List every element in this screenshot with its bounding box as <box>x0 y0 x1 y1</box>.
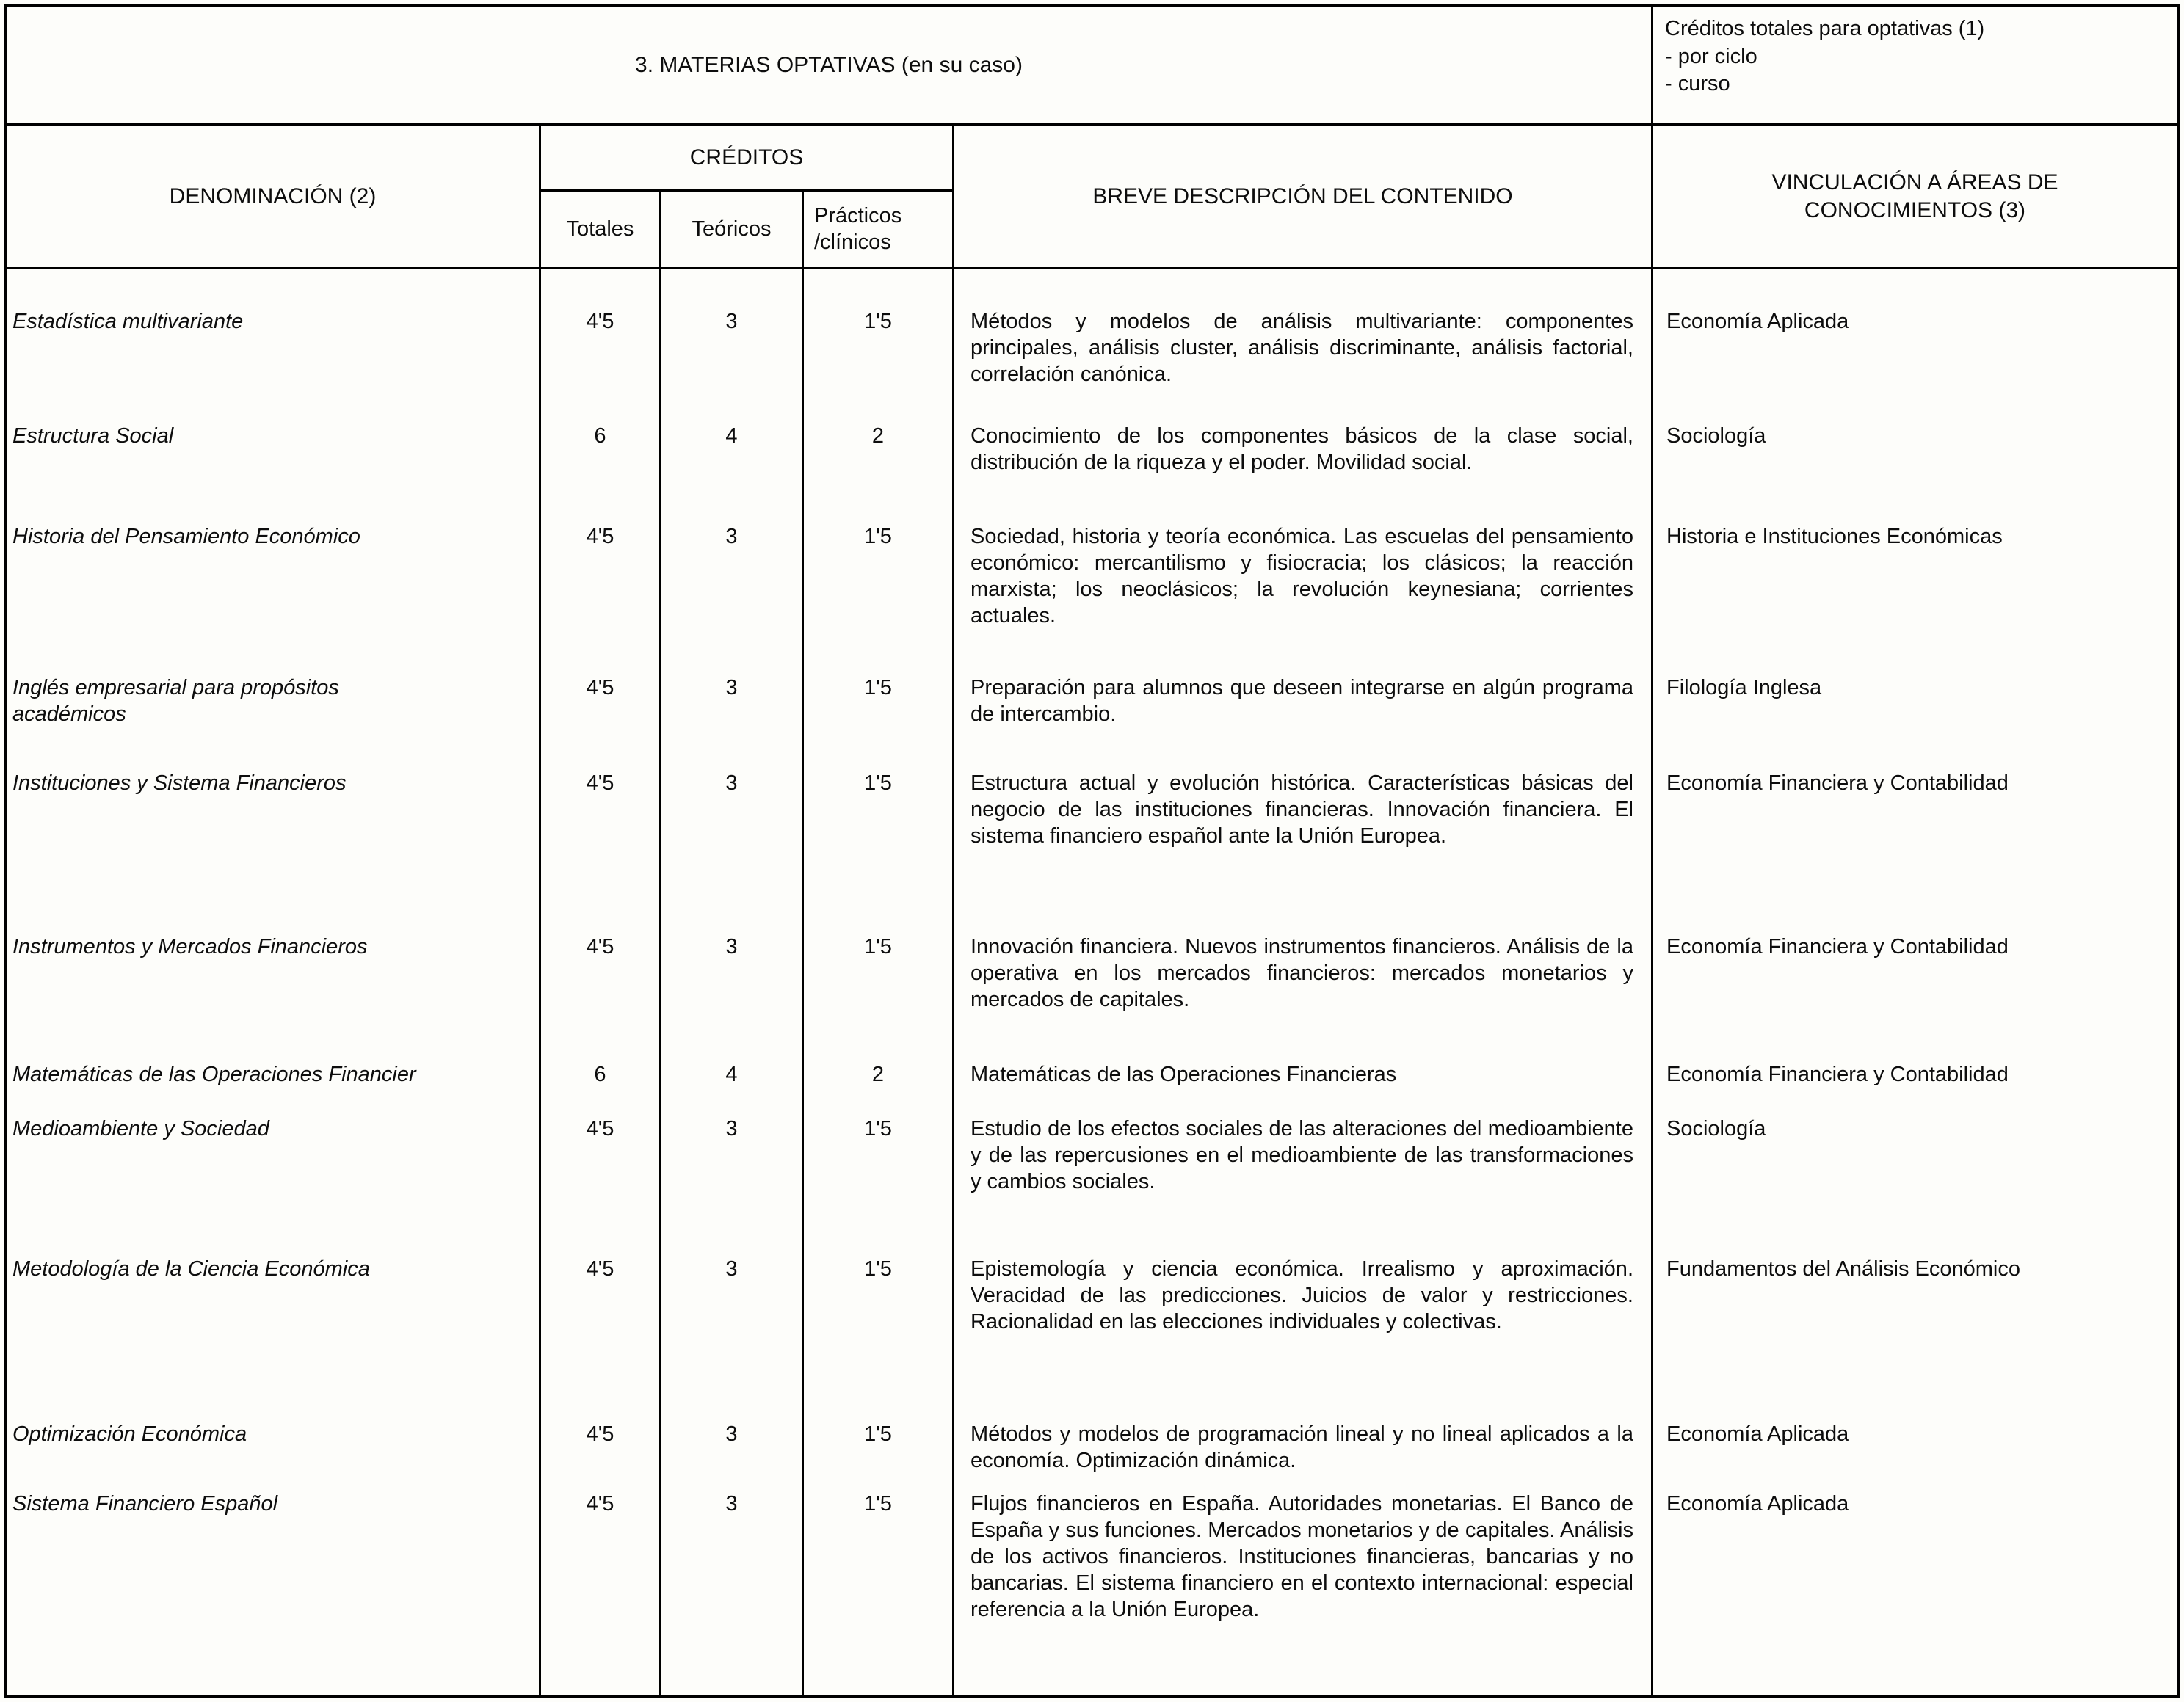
credits-teoricos: 3 <box>661 269 804 423</box>
course-description: Epistemología y ciencia económica. Irrealismo y aproximación. Veracidad de las predicciones. Juicios de valor y restricciones. Racionalidad en las elecciones individuales y colectivas. <box>954 1257 1653 1422</box>
table-row <box>7 934 2177 1062</box>
credits-note-line2: - por ciclo <box>1665 44 1757 68</box>
table-body <box>7 269 2177 1698</box>
table-row <box>7 675 2177 771</box>
creditos-subheaders <box>541 192 952 267</box>
credits-teoricos: 3 <box>661 1116 804 1257</box>
credits-totales: 6 <box>541 1062 661 1116</box>
credits-teoricos: 3 <box>661 675 804 771</box>
course-area: Sociología <box>1666 424 1766 448</box>
credits-totales: 4'5 <box>541 675 661 771</box>
column-header-totales: Totales <box>541 192 661 267</box>
credits-note-line3: - curso <box>1665 72 1730 96</box>
section-title: 3. MATERIAS OPTATIVAS (en su caso) <box>7 7 1653 123</box>
column-group-creditos <box>541 126 954 267</box>
table-row <box>7 771 2177 934</box>
course-area: Historia e Instituciones Económicas <box>1666 525 2003 548</box>
credits-note-line1: Créditos totales para optativas (1) <box>1665 17 1985 40</box>
course-area: Economía Aplicada <box>1666 310 1849 333</box>
column-header-vinculacion-text: VINCULACIÓN A ÁREAS DE CONOCIMIENTOS (3) <box>1771 170 2058 222</box>
credits-practicos: 1'5 <box>804 771 954 934</box>
credits-totales: 4'5 <box>541 1491 661 1698</box>
table-row <box>7 1116 2177 1257</box>
credits-totales: 4'5 <box>541 771 661 934</box>
credits-teoricos: 3 <box>661 771 804 934</box>
table-row <box>7 524 2177 675</box>
credits-practicos: 1'5 <box>804 1491 954 1698</box>
table-row <box>7 1422 2177 1491</box>
course-description: Innovación financiera. Nuevos instrumentos financieros. Análisis de la operativa en los mercados financieros: mercados monetarios y mercados de capitales. <box>954 934 1653 1062</box>
credits-totales: 4'5 <box>541 1257 661 1422</box>
credits-practicos: 1'5 <box>804 1422 954 1491</box>
credits-totales: 4'5 <box>541 1422 661 1491</box>
table-row <box>7 1491 2177 1698</box>
credits-totales: 4'5 <box>541 269 661 423</box>
course-area: Fundamentos del Análisis Económico <box>1666 1257 2020 1281</box>
column-header-teoricos: Teóricos <box>661 192 804 267</box>
course-area: Economía Financiera y Contabilidad <box>1666 1063 2009 1086</box>
column-header-practicos <box>804 192 952 267</box>
course-description: Estructura actual y evolución histórica. Características básicas del negocio de las instituciones financieras. Innovación financiera. El sistema financiero español ante la Unión Europea. <box>954 771 1653 934</box>
course-description: Flujos financieros en España. Autoridades monetarias. El Banco de España y sus funciones. Mercados monetarios y de capitales. Análisis de los activos financieros. Instituciones financieras, bancarias y no bancarias. El sistema financiero en el contexto internacional: especial referencia a la Unión Europea. <box>954 1491 1653 1698</box>
course-area: Economía Aplicada <box>1666 1422 1849 1446</box>
course-name: Instituciones y Sistema Financieros <box>7 771 541 934</box>
credits-totales: 4'5 <box>541 1116 661 1257</box>
course-description: Preparación para alumnos que deseen integrarse en algún programa de intercambio. <box>954 675 1653 771</box>
course-name: Matemáticas de las Operaciones Financier <box>7 1062 541 1116</box>
credits-practicos: 2 <box>804 1062 954 1116</box>
credits-practicos: 1'5 <box>804 934 954 1062</box>
table-row <box>7 1062 2177 1116</box>
credits-teoricos: 4 <box>661 423 804 524</box>
credits-practicos: 2 <box>804 423 954 524</box>
table-row <box>7 269 2177 423</box>
course-name: Estadística multivariante <box>7 269 541 423</box>
credits-practicos: 1'5 <box>804 1116 954 1257</box>
table-row <box>7 423 2177 524</box>
credits-total-note <box>1653 7 2177 123</box>
course-description: Métodos y modelos de análisis multivariante: componentes principales, análisis cluster, análisis discriminante, análisis factorial, correlación canónica. <box>954 269 1653 423</box>
course-name: Metodología de la Ciencia Económica <box>7 1257 541 1422</box>
course-area: Economía Financiera y Contabilidad <box>1666 935 2009 959</box>
course-area: Economía Financiera y Contabilidad <box>1666 771 2009 795</box>
course-name: Medioambiente y Sociedad <box>7 1116 541 1257</box>
credits-totales: 6 <box>541 423 661 524</box>
credits-teoricos: 3 <box>661 1422 804 1491</box>
credits-teoricos: 3 <box>661 1257 804 1422</box>
credits-totales: 4'5 <box>541 934 661 1062</box>
course-name: Sistema Financiero Español <box>7 1491 541 1698</box>
optional-subjects-table <box>4 4 2180 1698</box>
credits-practicos: 1'5 <box>804 524 954 675</box>
credits-teoricos: 4 <box>661 1062 804 1116</box>
course-name: Historia del Pensamiento Económico <box>7 524 541 675</box>
course-description: Sociedad, historia y teoría económica. Las escuelas del pensamiento económico: mercantilismo y fisiocracia; los clásicos; la reacción marxista; los neoclásicos; la revolución keynesiana; corrientes actuales. <box>954 524 1653 675</box>
course-description: Estudio de los efectos sociales de las alteraciones del medioambiente y de las repercusiones en el medioambiente de las transformaciones y cambios sociales. <box>954 1116 1653 1257</box>
column-header-practicos-line2: /clínicos <box>814 230 891 254</box>
table-header-band-2 <box>7 126 2177 269</box>
column-header-practicos-line1: Prácticos <box>814 203 902 228</box>
course-description: Conocimiento de los componentes básicos de la clase social, distribución de la riqueza y el poder. Movilidad social. <box>954 423 1653 524</box>
course-name: Optimización Económica <box>7 1422 541 1491</box>
course-area: Filología Inglesa <box>1666 676 1822 699</box>
course-area: Sociología <box>1666 1117 1766 1141</box>
credits-practicos: 1'5 <box>804 269 954 423</box>
column-header-vinculacion <box>1653 126 2177 267</box>
course-description: Matemáticas de las Operaciones Financieras <box>954 1062 1653 1116</box>
credits-teoricos: 3 <box>661 524 804 675</box>
course-name: Estructura Social <box>7 423 541 524</box>
column-header-descripcion: BREVE DESCRIPCIÓN DEL CONTENIDO <box>954 126 1653 267</box>
credits-practicos: 1'5 <box>804 675 954 771</box>
credits-totales: 4'5 <box>541 524 661 675</box>
course-name: Instrumentos y Mercados Financieros <box>7 934 541 1062</box>
table-header-band-1 <box>7 7 2177 126</box>
course-area: Economía Aplicada <box>1666 1492 1849 1516</box>
course-name: Inglés empresarial para propósitos académicos <box>7 675 541 771</box>
table-row <box>7 1257 2177 1422</box>
course-description: Métodos y modelos de programación lineal y no lineal aplicados a la economía. Optimización dinámica. <box>954 1422 1653 1491</box>
credits-teoricos: 3 <box>661 1491 804 1698</box>
column-header-creditos: CRÉDITOS <box>541 126 952 192</box>
column-header-denominacion: DENOMINACIÓN (2) <box>7 126 541 267</box>
credits-practicos: 1'5 <box>804 1257 954 1422</box>
credits-teoricos: 3 <box>661 934 804 1062</box>
